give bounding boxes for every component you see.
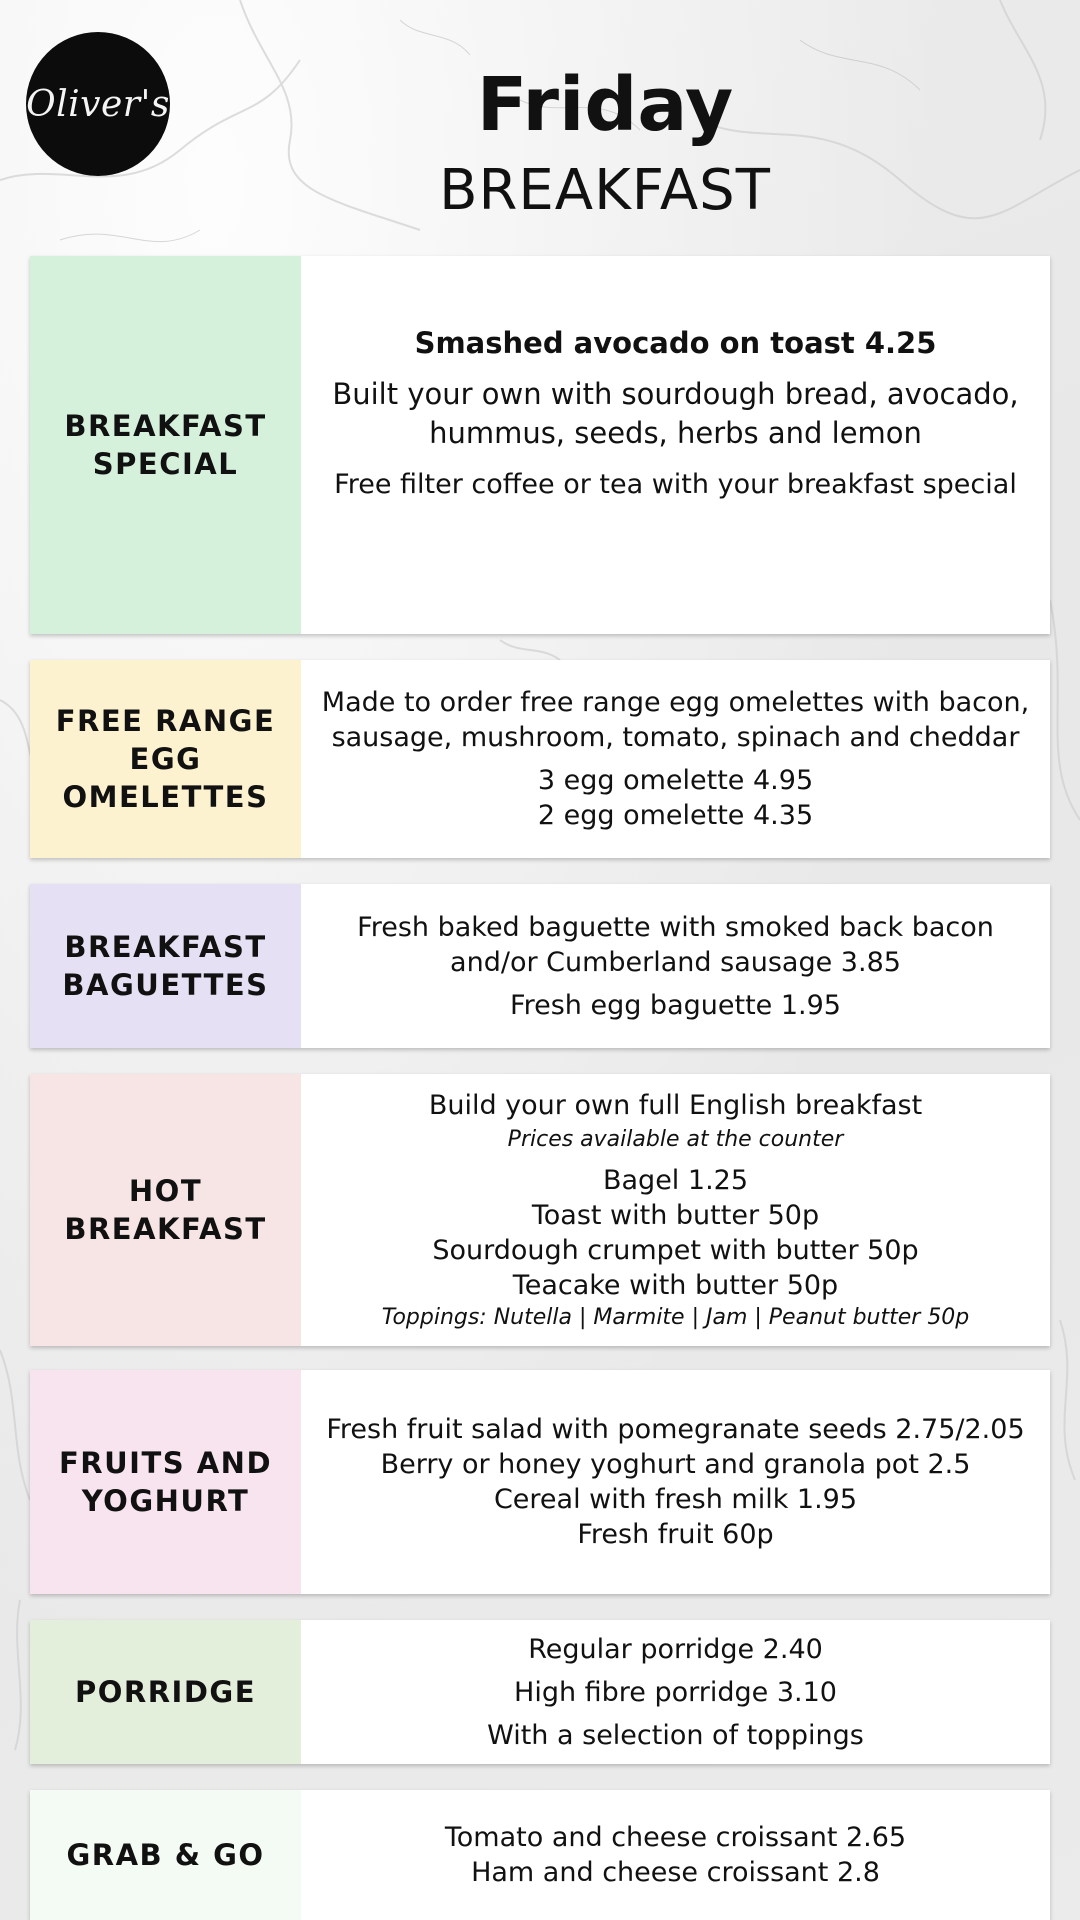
section-omelettes — [30, 660, 1050, 858]
section-breakfast-special — [30, 256, 1050, 634]
section-baguettes — [30, 884, 1050, 1048]
menu-item: Tomato and cheese croissant 2.65 — [444, 1822, 907, 1853]
menu-item: Ham and cheese croissant 2.8 — [471, 1857, 880, 1888]
category-label: GRAB & GO — [30, 1790, 301, 1920]
menu-item: Bagel 1.25 — [602, 1164, 749, 1196]
category-label: FREE RANGE EGG OMELETTES — [30, 660, 301, 858]
section-hot-breakfast — [30, 1074, 1050, 1346]
section-content — [301, 256, 1050, 634]
category-label: PORRIDGE — [30, 1620, 301, 1764]
menu-item: 3 egg omelette 4.95 — [537, 765, 814, 796]
section-content — [301, 1620, 1050, 1764]
category-label: BREAKFAST SPECIAL — [30, 256, 301, 634]
menu-item: Teacake with butter 50p — [512, 1269, 839, 1301]
menu-item: Fresh fruit salad with pomegranate seeds 2.75/2.05 — [326, 1414, 1025, 1445]
section-content — [301, 884, 1050, 1048]
baguette-description: Fresh baked baguette with smoked back bacon and/or Cumberland sausage 3.85 — [357, 911, 994, 978]
section-grab-go — [30, 1790, 1050, 1920]
section-fruits-yoghurt — [30, 1370, 1050, 1594]
category-label: FRUITS AND YOGHURT — [30, 1370, 301, 1594]
menu-item: Fresh fruit 60p — [577, 1519, 774, 1550]
hot-breakfast-headline: Build your own full English breakfast — [428, 1089, 923, 1121]
meal-title: BREAKFAST — [439, 158, 771, 223]
section-content — [301, 1790, 1050, 1920]
day-title: Friday — [476, 62, 734, 148]
menu-item: With a selection of toppings — [487, 1719, 864, 1751]
menu-item: Cereal with fresh milk 1.95 — [493, 1484, 858, 1515]
menu-item: 2 egg omelette 4.35 — [537, 800, 814, 831]
omelette-description: Made to order free range egg omelettes with bacon, sausage, mushroom, tomato, spinach and cheddar — [321, 687, 1030, 753]
menu-item: Regular porridge 2.40 — [528, 1633, 823, 1665]
hot-breakfast-note: Prices available at the counter — [507, 1126, 844, 1152]
menu-item: Sourdough crumpet with butter 50p — [432, 1234, 919, 1266]
section-porridge — [30, 1620, 1050, 1764]
section-content — [301, 1074, 1050, 1346]
category-label: BREAKFAST BAGUETTES — [30, 884, 301, 1048]
menu-item: High fibre porridge 3.10 — [514, 1676, 837, 1708]
section-content — [301, 660, 1050, 858]
special-headline: Smashed avocado on toast 4.25 — [414, 326, 937, 360]
category-label: HOT BREAKFAST — [30, 1074, 301, 1346]
special-offer: Free filter coffee or tea with your breakfast special — [334, 469, 1017, 500]
menu-item: Toast with butter 50p — [531, 1199, 820, 1231]
toppings-note: Toppings: Nutella | Marmite | Jam | Peanut butter 50p — [381, 1304, 970, 1330]
menu-item: Berry or honey yoghurt and granola pot 2.5 — [380, 1449, 971, 1480]
menu-item: Fresh egg baguette 1.95 — [510, 989, 841, 1021]
section-content — [301, 1370, 1050, 1594]
special-description: Built your own with sourdough bread, avocado, hummus, seeds, herbs and lemon — [332, 377, 1019, 450]
brand-logo-text: Oliver's — [26, 83, 170, 125]
